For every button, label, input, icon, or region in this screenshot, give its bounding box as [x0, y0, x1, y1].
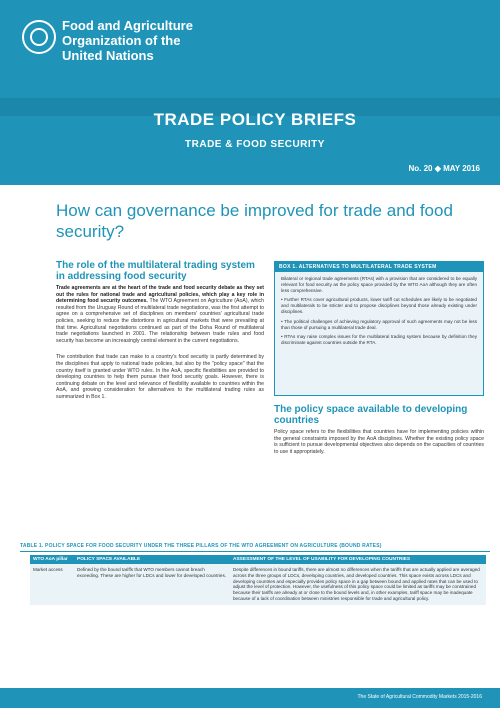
table-header: ASSESSMENT OF THE LEVEL OF USABILITY FOR DEVELOPING COUNTRIES	[230, 555, 486, 564]
fao-logo-icon	[22, 20, 56, 54]
footer-text: The State of Agricultural Commodity Markets 2015-2016	[357, 694, 482, 700]
header-banner	[0, 0, 500, 185]
series-subtitle: TRADE & FOOD SECURITY	[185, 139, 325, 150]
paragraph: Policy space refers to the flexibilities that countries have for implementing policies within the general constraints imposed by the AoA disciplines. Whether the existing policy space is sufficient to pursue developmental objectives also depends on the capacities of countries to use it appropriately.	[274, 429, 484, 455]
table-header: POLICY SPACE AVAILABLE	[74, 555, 230, 564]
right-column	[274, 404, 484, 459]
table-cell: Market access	[30, 564, 74, 605]
box-paragraph: Bilateral or regional trade agreements (RTAs) with a provision that are considered to be equally relevant for food security as the policy space provided by the WTO AoA although they are often less comprehensive.	[281, 276, 477, 293]
section-heading: The role of the multilateral trading system in addressing food security	[56, 260, 255, 282]
info-box	[274, 261, 484, 396]
paragraph: Trade agreements are at the heart of the trade and food security debate as they set out the rules for national trade and agricultural policies, which play a key role in determining food security outcomes. The WTO Agreement on Agriculture (AoA), which resulted from the Uruguay Round of multilateral trade negotiations, was the first attempt to agree on a comprehensive set of disciplines on members' countries' agricultural trade policies, seeking to reduce the distortions in agricultural markets that were prevailing at that time. Agricultural negotiations continued as part of the Doha Round of multilateral trade negotiations launched in 2001. The relationship between trade rules and food security has become an increasingly central element in the current negotiations.	[56, 285, 264, 344]
organization-name: Food and Agriculture Organization of the United Nations	[62, 18, 193, 63]
table-cell: Defined by the bound tariffs that WTO members cannot breach exceeding. These are higher for LDCs and lower for developed countries.	[74, 564, 230, 605]
left-column	[56, 260, 264, 405]
series-title: TRADE POLICY BRIEFS	[153, 110, 357, 129]
paragraph: The contribution that trade can make to a country's food security is partly determined by the disciplines that apply to national trade policies, but also by the "policy space" that the country itself is granted under WTO rules. In the AoA, specific flexibilities are provided to developing countries to help them pursue their food security goals. However, there is continuing debate on the level and relevance of flexibility available to countries within the AoA, and growing consideration for alternatives to the multilateral trading rules as summarized in Box 1.	[56, 354, 264, 400]
policy-table	[30, 555, 486, 606]
issue-number: No. 20 ◆ MAY 2016	[408, 164, 480, 173]
page-title: How can governance be improved for trade and food security?	[56, 201, 453, 241]
table-row	[30, 564, 486, 605]
table-header: WTO AoA pillar	[30, 555, 74, 564]
table-title: TABLE 1. POLICY SPACE FOR FOOD SECURITY UNDER THE THREE PILLARS OF THE WTO AGREEMENT ON AGRICULTURE (BOUND RATES)	[20, 543, 490, 552]
box-bullet: • The political challenges of achieving regulatory approval of such agreements may not be less than those of pursuing a multilateral trade deal.	[281, 318, 477, 330]
box-bullet: • Further RTAs cover agricultural products, lower tariff cut schedules are likely to be negotiated and multilaterals to be stricter and to propose disciplines beyond those already existing under disciplines.	[281, 297, 477, 314]
section-heading: The policy space available to developing countries	[274, 404, 468, 426]
box-bullet: • RTAs may raise complex issues for the multilateral trading system because by definition they discriminate against countries outside the RTA.	[281, 334, 477, 346]
footer-bar	[0, 688, 500, 708]
box-title: BOX 1. ALTERNATIVES TO MULTILATERAL TRADE SYSTEM	[275, 262, 483, 272]
table-cell: Despite differences in bound tariffs, there are almost no differences when the tariffs that are actually applied are averaged across the three groups of LDCs, developing countries, and developed countries. This space exists across LDCs and developing countries and especially provides policy space in a gap between bound and applied rates that can be used to adjust the level of protection. However, the usefulness of this policy space could be limited as tariffs may be constrained because their tariffs are already at or close to the bound levels and, in other examples, tariff space may be inadequate because of a lack of coordination between ministries responsible for trade and agricultural policy.	[230, 564, 486, 605]
